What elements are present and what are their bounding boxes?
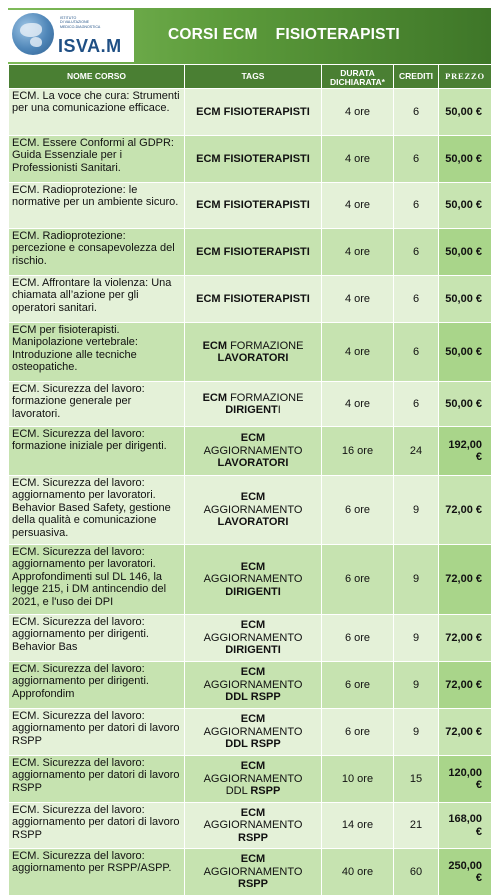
- column-header-nome-corso: NOME CORSO: [9, 65, 185, 89]
- course-name-cell: ECM. Sicurezza del lavoro: aggiornamento per datori di lavoro RSPP: [9, 803, 185, 849]
- tag-line: RSPP: [238, 878, 268, 891]
- course-name-cell: ECM. Sicurezza del lavoro: aggiornamento per dirigenti. Approfondim: [9, 662, 185, 709]
- logo-subtitle: [60, 16, 132, 29]
- course-price-cell: 72,00 €: [439, 709, 492, 756]
- course-credits-cell: 9: [394, 615, 439, 662]
- logo-subtitle-line: ISTITUTO: [60, 16, 77, 20]
- table-row: [9, 545, 492, 615]
- tag-line: [188, 340, 318, 352]
- courses-table: [8, 64, 492, 896]
- table-row: [9, 136, 492, 183]
- table-row: [9, 709, 492, 756]
- course-duration-cell: 14 ore: [322, 803, 394, 849]
- tag-text: DDL: [225, 785, 251, 798]
- course-tags-cell: [185, 615, 322, 662]
- course-credits-cell: 15: [394, 756, 439, 803]
- table-row: [9, 382, 492, 427]
- course-duration-cell: 40 ore: [322, 849, 394, 896]
- course-price-cell: 250,00 €: [439, 849, 492, 896]
- course-tags-cell: [185, 427, 322, 476]
- table-row: [9, 476, 492, 545]
- column-header-durata: DURATA DICHIARATA*: [322, 65, 394, 89]
- course-credits-cell: 9: [394, 662, 439, 709]
- table-row: [9, 427, 492, 476]
- table-row: [9, 662, 492, 709]
- column-header-crediti: CREDITI: [394, 65, 439, 89]
- course-name-cell: ECM. La voce che cura: Strumenti per una comunicazione efficace.: [9, 89, 185, 136]
- course-price-cell: 72,00 €: [439, 476, 492, 545]
- tag-text: ECM: [202, 391, 228, 404]
- tag-line: ECM FISIOTERAPISTI: [196, 152, 310, 165]
- course-tags-cell: [185, 803, 322, 849]
- course-credits-cell: 6: [394, 323, 439, 382]
- course-name-cell: ECM. Radioprotezione: le normative per un ambiente sicuro.: [9, 183, 185, 229]
- course-tags-cell: [185, 229, 322, 276]
- course-price-cell: 50,00 €: [439, 183, 492, 229]
- tag-line: ECM: [240, 619, 266, 632]
- tag-line: AGGIORNAMENTO: [203, 819, 303, 832]
- course-name-cell: ECM. Essere Conformi al GDPR: Guida Essenziale per i Professionisti Sanitari.: [9, 136, 185, 183]
- tag-line: ECM FISIOTERAPISTI: [196, 199, 310, 212]
- logo-name: ISVA.M: [58, 36, 122, 56]
- course-duration-cell: 4 ore: [322, 276, 394, 323]
- course-price-cell: 168,00 €: [439, 803, 492, 849]
- course-name-cell: ECM. Sicurezza del lavoro: aggiornamento per dirigenti. Behavior Bas: [9, 615, 185, 662]
- table-row: [9, 756, 492, 803]
- course-tags-cell: [185, 476, 322, 545]
- tag-line: ECM: [240, 760, 266, 773]
- tag-line: DDL RSPP: [225, 691, 281, 704]
- course-tags-cell: [185, 849, 322, 896]
- course-price-cell: 50,00 €: [439, 382, 492, 427]
- course-tags-cell: [185, 276, 322, 323]
- tag-line: ECM: [240, 666, 266, 679]
- course-duration-cell: 10 ore: [322, 756, 394, 803]
- page-header: [8, 8, 491, 64]
- tag-line: RSPP: [238, 831, 268, 844]
- course-tags-cell: [185, 662, 322, 709]
- course-tags-cell: [185, 382, 322, 427]
- tag-line: [188, 404, 318, 416]
- page-title: CORSI ECM FISIOTERAPISTI: [168, 26, 400, 43]
- course-name-cell: ECM per fisioterapisti. Manipolazione vertebrale: Introduzione alle tecniche osteopatiche.: [9, 323, 185, 382]
- course-duration-cell: 6 ore: [322, 545, 394, 615]
- table-row: [9, 183, 492, 229]
- course-duration-cell: 4 ore: [322, 229, 394, 276]
- course-duration-cell: 4 ore: [322, 382, 394, 427]
- course-price-cell: 72,00 €: [439, 545, 492, 615]
- tag-line: ECM FISIOTERAPISTI: [196, 105, 310, 118]
- tag-line: AGGIORNAMENTO: [203, 573, 303, 586]
- courses-table-body: [9, 89, 492, 896]
- tag-line: AGGIORNAMENTO: [203, 444, 303, 457]
- isvam-logo: [8, 10, 134, 62]
- course-credits-cell: 60: [394, 849, 439, 896]
- course-duration-cell: 6 ore: [322, 709, 394, 756]
- tag-text: I: [277, 404, 281, 416]
- course-tags-cell: [185, 709, 322, 756]
- course-credits-cell: 9: [394, 476, 439, 545]
- tag-line: AGGIORNAMENTO: [203, 865, 303, 878]
- course-credits-cell: 9: [394, 709, 439, 756]
- tag-line: ECM: [240, 853, 266, 866]
- tag-line: ECM FISIOTERAPISTI: [196, 292, 310, 305]
- course-price-cell: 72,00 €: [439, 662, 492, 709]
- course-name-cell: ECM. Sicurezza del lavoro: aggiornamento per RSPP/ASPP.: [9, 849, 185, 896]
- course-tags-cell: [185, 545, 322, 615]
- course-name-cell: ECM. Affrontare la violenza: Una chiamata all’azione per gli operatori sanitari.: [9, 276, 185, 323]
- tag-line: DDL RSPP: [225, 738, 281, 751]
- tag-line: AGGIORNAMENTO: [203, 503, 303, 516]
- tag-line: ECM: [240, 560, 266, 573]
- course-tags-cell: [185, 756, 322, 803]
- table-row: [9, 323, 492, 382]
- course-duration-cell: 6 ore: [322, 476, 394, 545]
- tag-line: DIRIGENTI: [225, 644, 281, 657]
- tag-line: AGGIORNAMENTO: [203, 631, 303, 644]
- tag-text: FORMAZIONE: [227, 339, 304, 352]
- tag-text: RSPP: [250, 785, 281, 798]
- course-tags-cell: [185, 323, 322, 382]
- course-price-cell: 72,00 €: [439, 615, 492, 662]
- course-price-cell: 50,00 €: [439, 136, 492, 183]
- course-price-cell: 50,00 €: [439, 229, 492, 276]
- course-duration-cell: 6 ore: [322, 615, 394, 662]
- table-row: [9, 615, 492, 662]
- tag-line: ECM: [240, 713, 266, 726]
- course-name-cell: ECM. Sicurezza del lavoro: aggiornamento per datori di lavoro RSPP: [9, 756, 185, 803]
- tag-line: [188, 392, 318, 404]
- tag-line: ECM: [240, 491, 266, 504]
- course-name-cell: ECM. Sicurezza del lavoro: formazione generale per lavoratori.: [9, 382, 185, 427]
- tag-line: AGGIORNAMENTO: [203, 678, 303, 691]
- course-price-cell: 120,00 €: [439, 756, 492, 803]
- course-duration-cell: 16 ore: [322, 427, 394, 476]
- course-credits-cell: 6: [394, 136, 439, 183]
- course-price-cell: 192,00 €: [439, 427, 492, 476]
- tag-line: LAVORATORI: [217, 516, 289, 529]
- table-row: [9, 803, 492, 849]
- table-row: [9, 849, 492, 896]
- course-name-cell: ECM. Sicurezza del lavoro: aggiornamento per lavoratori. Approfondimenti sul DL 146, la legge 215, i DM antincendio del 2021, e l'uso dei DPI: [9, 545, 185, 615]
- course-tags-cell: [185, 183, 322, 229]
- course-credits-cell: 6: [394, 229, 439, 276]
- course-duration-cell: 4 ore: [322, 89, 394, 136]
- tag-line: DIRIGENTI: [225, 585, 281, 598]
- course-price-cell: 50,00 €: [439, 276, 492, 323]
- course-price-cell: 50,00 €: [439, 89, 492, 136]
- tag-line: LAVORATORI: [217, 352, 289, 364]
- tag-text: DIRIGENT: [225, 404, 278, 416]
- course-duration-cell: 6 ore: [322, 662, 394, 709]
- course-duration-cell: 4 ore: [322, 136, 394, 183]
- tag-line: ECM: [240, 806, 266, 819]
- course-credits-cell: 6: [394, 89, 439, 136]
- table-row: [9, 276, 492, 323]
- course-tags-cell: [185, 136, 322, 183]
- tag-line: ECM: [240, 432, 266, 445]
- course-name-cell: ECM. Sicurezza del lavoro: aggiornamento per lavoratori. Behavior Based Safety, gestione della qualità e comunicazione persuasiva.: [9, 476, 185, 545]
- table-header-row: [9, 65, 492, 89]
- globe-icon: [12, 13, 54, 55]
- column-header-tags: TAGS: [185, 65, 322, 89]
- course-duration-cell: 4 ore: [322, 323, 394, 382]
- tag-text: FORMAZIONE: [227, 391, 304, 404]
- course-credits-cell: 9: [394, 545, 439, 615]
- course-name-cell: ECM. Sicurezza del lavoro: formazione iniziale per dirigenti.: [9, 427, 185, 476]
- tag-text: ECM: [202, 339, 228, 352]
- course-tags-cell: [185, 89, 322, 136]
- logo-subtitle-line: MEDICO-DIAGNOSTICA: [60, 24, 101, 29]
- course-name-cell: ECM. Radioprotezione: percezione e consapevolezza del rischio.: [9, 229, 185, 276]
- course-credits-cell: 6: [394, 382, 439, 427]
- tag-line: [188, 785, 318, 797]
- course-credits-cell: 24: [394, 427, 439, 476]
- course-duration-cell: 4 ore: [322, 183, 394, 229]
- column-header-prezzo: PREZZO: [439, 65, 492, 89]
- course-credits-cell: 6: [394, 183, 439, 229]
- tag-line: AGGIORNAMENTO: [203, 772, 303, 785]
- table-row: [9, 229, 492, 276]
- table-row: [9, 89, 492, 136]
- tag-line: ECM FISIOTERAPISTI: [196, 245, 310, 258]
- tag-line: AGGIORNAMENTO: [203, 725, 303, 738]
- course-credits-cell: 21: [394, 803, 439, 849]
- course-name-cell: ECM. Sicurezza del lavoro: aggiornamento per datori di lavoro RSPP: [9, 709, 185, 756]
- course-price-cell: 50,00 €: [439, 323, 492, 382]
- logo-subtitle-line: DI VALUTAZIONE: [60, 20, 90, 25]
- course-credits-cell: 6: [394, 276, 439, 323]
- tag-line: LAVORATORI: [217, 457, 289, 470]
